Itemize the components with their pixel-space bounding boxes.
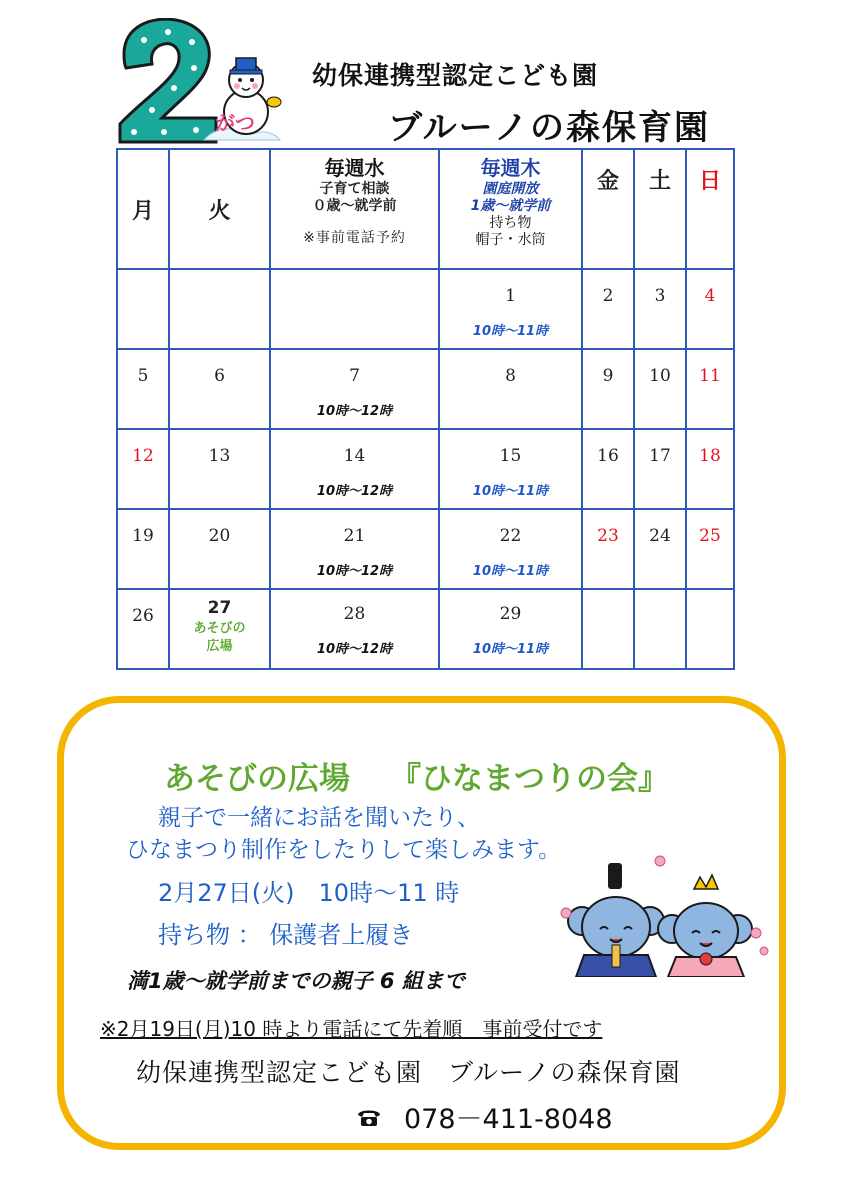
day-number: 6 [214, 366, 225, 386]
thu-line4: 帽子・水筒 [475, 232, 546, 248]
header-tue: 火 [169, 149, 270, 269]
month-kana-label: がつ [215, 111, 255, 135]
day-cell [439, 509, 582, 589]
header-fri: 金 [582, 149, 634, 269]
day-cell [582, 349, 634, 429]
calendar-header-row [117, 149, 734, 269]
day-cell [634, 269, 686, 349]
wed-line2: ０歳～就学前 [312, 198, 397, 214]
day-cell [439, 589, 582, 669]
day-cell [439, 429, 582, 509]
phone-number: 078－411-8048 [404, 1104, 613, 1135]
day-number: 7 [349, 366, 360, 386]
event-description-line1: 親子で一緒にお話を聞いたり、 [158, 805, 480, 831]
thu-line2: 1歳～就学前 [470, 198, 551, 214]
day-cell [117, 509, 169, 589]
day-cell [117, 349, 169, 429]
day-number: 27 [207, 598, 232, 618]
day-number: 14 [343, 446, 366, 466]
day-cell [582, 589, 634, 669]
day-number: 22 [499, 526, 522, 546]
empress-doll-icon [658, 875, 752, 977]
day-cell [686, 589, 734, 669]
header-mon: 月 [117, 149, 169, 269]
phone-icon [356, 1107, 382, 1127]
org-title: 幼保連携型認定こども園 [312, 61, 599, 90]
day-number: 13 [208, 446, 231, 466]
day-number: 4 [704, 286, 716, 306]
day-number: 28 [343, 604, 366, 624]
day-cell [582, 429, 634, 509]
day-number: 8 [505, 366, 516, 386]
day-cell [169, 269, 270, 349]
emperor-doll-icon [568, 863, 664, 977]
day-cell [117, 429, 169, 509]
calendar-week-row [117, 509, 734, 589]
playground-note-line2: 広場 [206, 639, 233, 654]
thu-line3: 持ち物 [489, 215, 532, 231]
day-number: 20 [208, 526, 231, 546]
calendar-week-row [117, 349, 734, 429]
header-thu [439, 149, 582, 269]
day-number: 3 [654, 286, 666, 306]
day-number: 17 [649, 446, 671, 466]
day-cell [169, 509, 270, 589]
day-number: 10 [649, 366, 671, 386]
event-title-main: あそびの広場 [164, 761, 350, 797]
day-cell [270, 509, 439, 589]
month-number-graphic [112, 18, 282, 148]
thu-title: 毎週木 [480, 156, 541, 180]
day-number: 26 [132, 606, 154, 626]
day-cell [686, 349, 734, 429]
day-cell [270, 269, 439, 349]
day-number: 29 [499, 604, 522, 624]
day-number: 15 [499, 446, 522, 466]
calendar-week-row [117, 269, 734, 349]
day-number: 18 [699, 446, 721, 466]
wed-title: 毎週水 [324, 156, 385, 180]
event-quota: 満1歳～就学前までの親子 6 組まで [127, 969, 465, 993]
day-cell [270, 589, 439, 669]
event-reservation-notice: ※2月19日(月)10 時より電話にて先着順 事前受付です [100, 1017, 603, 1041]
thu-time-label: 10時～11時 [472, 324, 549, 339]
calendar-table [116, 148, 735, 670]
day-cell [634, 349, 686, 429]
event-title [164, 753, 669, 798]
event-description-line2: ひなまつり制作をしたりして楽しみます。 [126, 837, 562, 863]
day-number: 23 [597, 526, 619, 546]
day-cell [169, 349, 270, 429]
header-wed [270, 149, 439, 269]
day-number: 5 [137, 366, 149, 386]
event-organizer: 幼保連携型認定こども園 ブルーノの森保育園 [136, 1058, 681, 1087]
playground-note-line1: あそびの [193, 621, 246, 636]
event-phone [356, 1097, 613, 1136]
day-cell [634, 429, 686, 509]
day-cell [582, 509, 634, 589]
event-subtitle: 『ひなまつりの会』 [390, 761, 669, 797]
day-number: 21 [343, 526, 366, 546]
day-cell [117, 589, 169, 669]
calendar-week-row [117, 429, 734, 509]
day-number: 19 [132, 526, 154, 546]
day-number: 2 [602, 286, 614, 306]
thu-line1: 園庭開放 [482, 181, 539, 197]
event-items: 持ち物 ： 保護者上履き [158, 921, 414, 949]
day-cell [117, 269, 169, 349]
day-cell [439, 349, 582, 429]
day-number: 24 [649, 526, 671, 546]
wed-time-label: 10時～12時 [316, 404, 393, 419]
thu-time-label: 10時～11時 [472, 642, 549, 657]
day-cell [582, 269, 634, 349]
day-cell [270, 349, 439, 429]
day-cell [634, 509, 686, 589]
wed-line1: 子育て相談 [319, 181, 390, 197]
event-info-box [57, 696, 786, 1150]
day-cell [686, 509, 734, 589]
hina-dolls-illustration [560, 855, 770, 977]
day-number: 1 [505, 286, 516, 306]
day-number: 25 [699, 526, 721, 546]
day-number: 16 [597, 446, 619, 466]
school-title: ブルーノの森保育園 [388, 108, 710, 148]
day-cell [169, 429, 270, 509]
wed-note: ※事前電話予約 [303, 230, 406, 246]
day-cell [270, 429, 439, 509]
day-cell [439, 269, 582, 349]
header-sun: 日 [686, 149, 734, 269]
day-cell [169, 589, 270, 669]
event-date: 2月27日(火) 10時～11 時 [158, 879, 460, 907]
thu-time-label: 10時～11時 [472, 564, 549, 579]
day-number: 9 [602, 366, 614, 386]
day-cell [686, 269, 734, 349]
wed-time-label: 10時～12時 [316, 642, 393, 657]
day-number: 12 [132, 446, 154, 466]
day-number: 11 [699, 366, 721, 386]
header-sat: 土 [634, 149, 686, 269]
day-cell [686, 429, 734, 509]
wed-time-label: 10時～12時 [316, 484, 393, 499]
calendar-week-row [117, 589, 734, 669]
number-two-shape [120, 19, 216, 142]
wed-time-label: 10時～12時 [316, 564, 393, 579]
day-cell [634, 589, 686, 669]
thu-time-label: 10時～11時 [472, 484, 549, 499]
